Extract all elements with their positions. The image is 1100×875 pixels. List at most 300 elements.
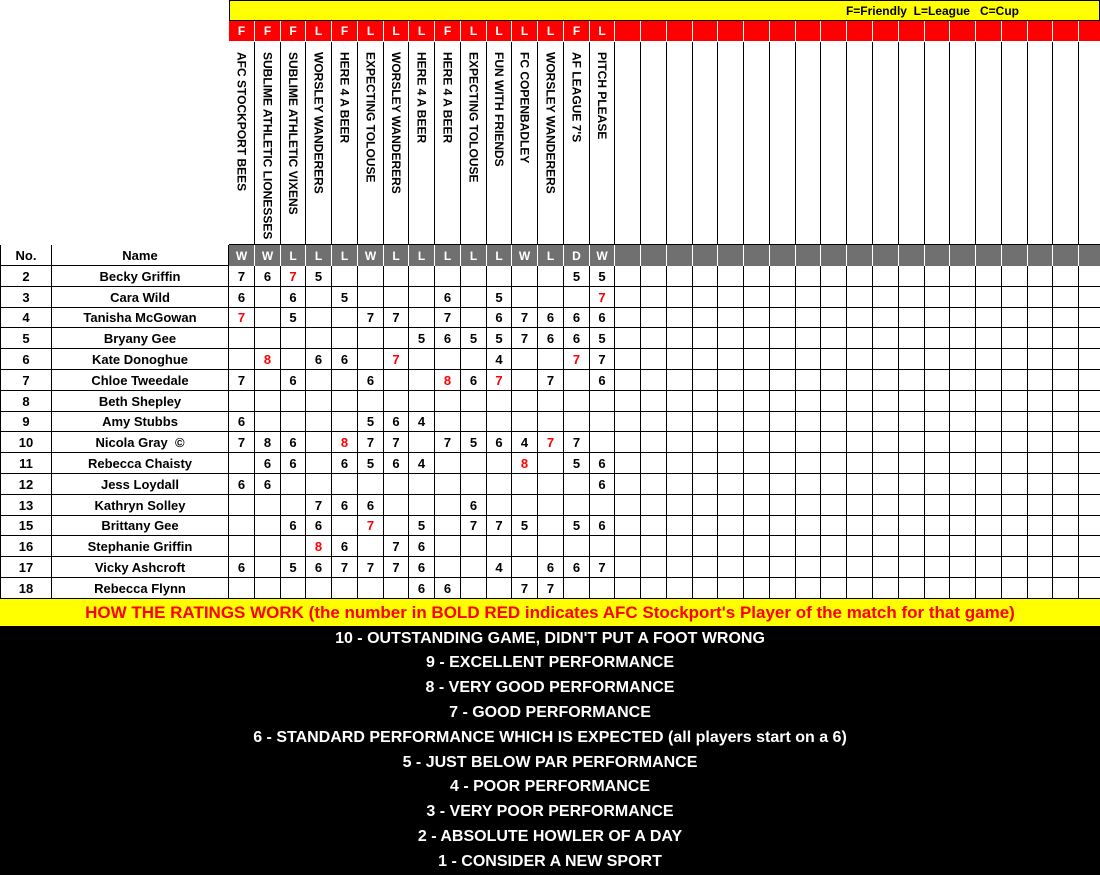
rating-cell [590,370,615,391]
result-cell [744,245,770,266]
rating-cell [744,474,770,495]
rating-cell [358,391,384,412]
player-name: Cara Wild [52,287,229,308]
rating-cell [590,557,615,578]
rating-value: 7 [392,310,400,325]
player-name: Chloe Tweedale [52,370,229,391]
rating-cell [332,474,358,495]
rating-cell [615,578,641,599]
rating-cell [770,536,796,557]
rating-value: 7 [237,372,246,388]
rating-cell [1028,432,1053,453]
rating-cell [487,308,512,328]
result-cell: W [229,245,255,266]
rating-cell [384,578,409,599]
rating-cell [899,391,925,412]
rating-cell [976,432,1002,453]
rating-cell [306,391,332,412]
rating-cell [1079,266,1100,287]
game-type-cell [744,21,770,42]
rating-cell [564,287,590,308]
rating-cell [744,453,770,474]
rating-cell [641,474,667,495]
rating-cell [461,370,487,391]
opponent-name: EXPECTING TOLOUSE [363,52,378,183]
rating-cell [1053,536,1079,557]
rating-cell [487,412,512,432]
rating-cell [1079,308,1100,328]
rating-cell [718,495,744,516]
rating-cell [667,287,693,308]
opponent-header [487,42,512,245]
rating-cell [1028,474,1053,495]
rating-cell [1002,536,1028,557]
rating-cell [641,308,667,328]
rating-cell [641,453,667,474]
rating-cell [487,557,512,578]
rating-cell [950,432,976,453]
rating-cell [229,474,255,495]
result-cell [796,245,821,266]
rating-value: 5 [520,518,529,533]
rating-cell [718,308,744,328]
rating-value: 7 [546,372,555,388]
rating-cell [1053,308,1079,328]
rating-cell [615,287,641,308]
rating-cell [744,516,770,536]
rating-cell [899,432,925,453]
opponent-name: HERE 4 A BEER [337,52,352,144]
rating-value: 5 [417,330,426,346]
rating-cell [358,495,384,516]
player-number: 7 [0,370,52,391]
rating-cell [564,474,590,495]
rating-cell [306,557,332,578]
rating-cell [770,432,796,453]
rating-cell [281,328,306,349]
rating-cell [615,432,641,453]
rating-value: 6 [546,310,555,325]
rating-value: 6 [417,559,426,575]
player-of-match-rating [590,287,615,308]
rating-cell [538,516,564,536]
rating-cell [873,432,899,453]
rating-cell [847,474,873,495]
rating-cell [1028,578,1053,599]
rating-cell [1002,453,1028,474]
rating-cell [821,287,847,308]
opponent-header [615,42,641,245]
result-cell: D [564,245,590,266]
rating-value: 6 [546,559,555,575]
rating-value: 7 [443,434,452,450]
rating-cell [770,287,796,308]
rating-value: 5 [572,518,581,533]
opponent-header [512,42,538,245]
rating-cell [744,432,770,453]
result-cell [976,245,1002,266]
rating-cell [693,308,718,328]
player-of-match-rating [435,370,461,391]
rating-cell [281,287,306,308]
rating-cell [306,578,332,599]
rating-cell [847,557,873,578]
rating-cell [564,412,590,432]
rating-cell [976,391,1002,412]
game-type-cell: L [590,21,615,42]
name-column-header: Name [52,245,229,266]
rating-cell [873,349,899,370]
rating-value: 6 [237,559,246,575]
rating-cell [899,536,925,557]
rating-cell [409,495,435,516]
rating-cell [976,266,1002,287]
player-of-match-rating [564,349,590,370]
rating-cell [615,495,641,516]
rating-cell [512,474,538,495]
player-name: Beth Shepley [52,391,229,412]
rating-cell [435,328,461,349]
rating-cell [641,391,667,412]
rating-cell [770,453,796,474]
rating-value: 6 [366,372,375,388]
rating-cell [409,432,435,453]
rating-cell [409,287,435,308]
rating-cell [667,474,693,495]
rating-cell [847,370,873,391]
rating-cell [229,349,255,370]
result-cell [1028,245,1053,266]
rating-cell [487,349,512,370]
game-type-cell [1028,21,1053,42]
opponent-header [693,42,718,245]
rating-scale-item: 2 - ABSOLUTE HOWLER OF A DAY [417,827,683,845]
rating-cell [1002,308,1028,328]
rating-value: 6 [392,414,400,429]
rating-cell [667,328,693,349]
rating-value: 5 [495,289,503,305]
rating-cell [693,391,718,412]
player-number: 6 [0,349,52,370]
rating-cell [899,370,925,391]
rating-cell [1002,432,1028,453]
opponent-header [950,42,976,245]
rating-cell [976,308,1002,328]
rating-cell [384,412,409,432]
rating-value: 7 [314,497,323,513]
rating-cell [744,391,770,412]
rating-cell [718,412,744,432]
rating-cell [461,308,487,328]
rating-cell [332,391,358,412]
rating-value: 4 [417,414,426,429]
rating-cell [1079,370,1100,391]
player-of-match-rating [487,370,512,391]
result-cell: L [435,245,461,266]
rating-cell [358,432,384,453]
rating-cell [461,349,487,370]
rating-value: 7 [520,580,529,596]
rating-cell [435,453,461,474]
rating-cell [925,495,950,516]
rating-cell [1079,391,1100,412]
result-cell: L [306,245,332,266]
rating-cell [693,495,718,516]
rating-cell [281,391,306,412]
player-number: 9 [0,412,52,432]
rating-cell [306,349,332,370]
rating-cell [384,308,409,328]
rating-cell [435,266,461,287]
rating-cell [487,578,512,599]
rating-cell [229,578,255,599]
result-cell [925,245,950,266]
rating-scale-item: 3 - VERY POOR PERFORMANCE [426,803,674,821]
rating-cell [925,578,950,599]
rating-cell [435,432,461,453]
rating-cell [384,266,409,287]
rating-cell [512,557,538,578]
rating-value: 5 [289,310,297,325]
rating-cell [667,370,693,391]
rating-cell [976,287,1002,308]
rating-cell [925,557,950,578]
opponent-header [821,42,847,245]
rating-cell [538,578,564,599]
rating-cell [281,536,306,557]
rating-cell [615,474,641,495]
rating-cell [306,328,332,349]
rating-cell [358,328,384,349]
player-number: 12 [0,474,52,495]
game-type-cell [615,21,641,42]
game-type-cell: F [332,21,358,42]
rating-cell [925,287,950,308]
game-type-cell [667,21,693,42]
player-name: Tanisha McGowan [52,308,229,328]
opponent-header [1079,42,1100,245]
rating-value: 5 [366,414,375,429]
rating-value: 6 [314,559,323,575]
rating-cell [821,412,847,432]
opponent-name: WORSLEY WANDERERS [311,52,326,194]
rating-cell [693,266,718,287]
rating-cell [976,349,1002,370]
rating-cell [255,557,281,578]
rating-cell [384,474,409,495]
rating-cell [770,349,796,370]
rating-cell [796,516,821,536]
rating-value: 6 [289,289,297,305]
rating-cell [847,308,873,328]
game-type-cell [821,21,847,42]
player-name: Rebecca Flynn [52,578,229,599]
result-cell [1002,245,1028,266]
rating-cell [615,370,641,391]
rating-cell [384,328,409,349]
rating-cell [590,474,615,495]
rating-cell [667,516,693,536]
rating-cell [590,432,615,453]
rating-cell [306,474,332,495]
opponent-header [461,42,487,245]
ratings-scale-panel [0,626,1100,875]
player-number: 13 [0,495,52,516]
rating-cell [512,287,538,308]
opponent-header [770,42,796,245]
rating-cell [615,536,641,557]
rating-cell [925,391,950,412]
rating-cell [564,578,590,599]
rating-cell [487,266,512,287]
rating-cell [950,349,976,370]
rating-value: 7 [392,538,400,554]
rating-cell [564,536,590,557]
rating-cell [538,536,564,557]
rating-cell [384,495,409,516]
rating-cell [899,328,925,349]
rating-value: 7 [237,268,246,284]
rating-cell [744,370,770,391]
rating-cell [925,328,950,349]
rating-cell [564,391,590,412]
rating-cell [667,536,693,557]
opponent-name: SUBLIME ATHLETIC LIONESSES [260,52,275,240]
rating-cell [667,557,693,578]
rating-cell [461,453,487,474]
result-cell [693,245,718,266]
rating-cell [1002,349,1028,370]
game-type-cell: L [538,21,564,42]
rating-cell [796,328,821,349]
rating-cell [281,474,306,495]
rating-cell [718,578,744,599]
rating-cell [512,266,538,287]
rating-cell [821,578,847,599]
rating-cell [1028,557,1053,578]
result-cell: L [461,245,487,266]
rating-cell [847,516,873,536]
rating-cell [693,287,718,308]
rating-cell [821,474,847,495]
rating-cell [255,328,281,349]
rating-cell [950,287,976,308]
rating-cell [590,495,615,516]
rating-cell [435,536,461,557]
opponent-name: EXPECTING TOLOUSE [466,52,481,183]
rating-cell [512,370,538,391]
rating-cell [1079,474,1100,495]
opponent-header [847,42,873,245]
rating-cell [796,453,821,474]
rating-cell [306,266,332,287]
rating-cell [1002,516,1028,536]
rating-cell [796,557,821,578]
rating-cell [358,287,384,308]
rating-value: 6 [598,518,606,533]
opponent-name: FC COPENBADLEY [517,52,532,164]
rating-value: 7 [495,518,503,533]
rating-cell [564,432,590,453]
rating-value: 5 [572,268,581,284]
rating-cell [1028,287,1053,308]
result-cell [899,245,925,266]
rating-cell [281,308,306,328]
opponent-header [925,42,950,245]
rating-cell [229,432,255,453]
rating-cell [564,266,590,287]
rating-value: 6 [495,434,503,450]
result-cell: L [538,245,564,266]
rating-cell [409,370,435,391]
rating-cell [229,516,255,536]
rating-cell [873,495,899,516]
rating-cell [615,308,641,328]
rating-cell [332,349,358,370]
rating-value: 8 [263,434,272,450]
rating-cell [435,349,461,370]
rating-cell [590,349,615,370]
rating-cell [358,453,384,474]
rating-cell [873,453,899,474]
opponent-header [873,42,899,245]
game-type-cell [925,21,950,42]
rating-cell [590,308,615,328]
result-cell [821,245,847,266]
player-of-match-rating [358,516,384,536]
rating-value: 7 [237,310,246,325]
rating-cell [332,516,358,536]
rating-cell [1079,536,1100,557]
opponent-header [384,42,409,245]
rating-cell [1053,432,1079,453]
rating-cell [229,495,255,516]
rating-cell [641,412,667,432]
rating-cell [461,328,487,349]
rating-cell [821,308,847,328]
rating-value: 7 [366,310,375,325]
game-type-cell: L [512,21,538,42]
rating-cell [925,536,950,557]
result-cell [641,245,667,266]
rating-cell [667,308,693,328]
rating-cell [229,391,255,412]
opponent-name: AF LEAGUE 7'S [569,52,584,143]
rating-cell [538,474,564,495]
rating-value: 7 [495,372,503,388]
rating-cell [564,495,590,516]
rating-cell [693,412,718,432]
rating-cell [1053,287,1079,308]
rating-cell [512,536,538,557]
rating-cell [615,516,641,536]
rating-value: 6 [572,310,581,325]
game-type-cell [873,21,899,42]
rating-cell [1079,287,1100,308]
rating-cell [873,578,899,599]
game-type-cell [950,21,976,42]
rating-cell [255,287,281,308]
rating-cell [564,557,590,578]
rating-cell [667,266,693,287]
rating-cell [744,536,770,557]
result-cell: W [358,245,384,266]
rating-cell [770,266,796,287]
opponent-header [744,42,770,245]
rating-cell [821,349,847,370]
rating-scale-item: 1 - CONSIDER A NEW SPORT [438,852,662,870]
opponent-header [1053,42,1079,245]
